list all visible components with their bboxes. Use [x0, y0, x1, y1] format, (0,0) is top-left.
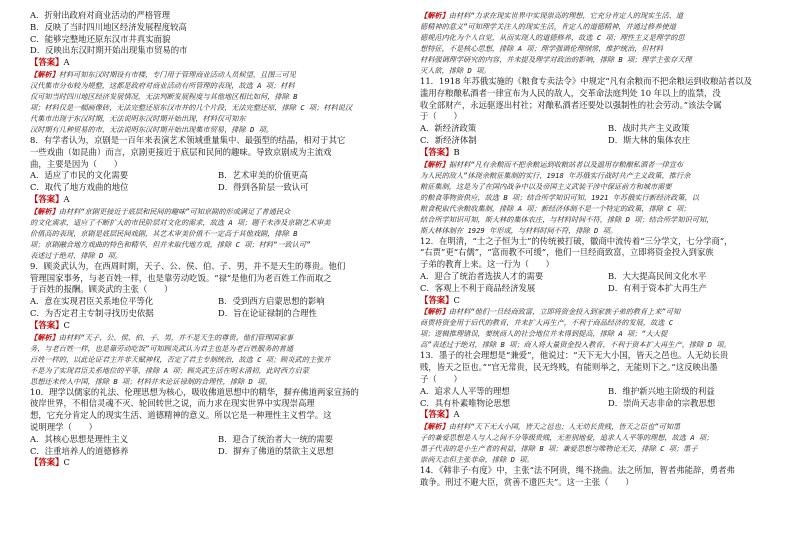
question-line: 管理国家事务，与老百姓一样，也是靠劳动吃饭。“禄”是他们为老百姓工作而取之 — [30, 272, 332, 283]
answer-value: A — [63, 57, 70, 68]
question-line: 11．1918 年苏俄实施的《粮食专卖法令》中规定“凡有余粮而不把余粮运到收粮站者以及 — [420, 76, 753, 86]
explanation-line: 由材料“京剧更接近于底层和民间的趣味”可知京剧的形成满足了普通民众 — [58, 206, 291, 216]
answer-tag: 【答案】 — [30, 57, 64, 68]
option: C．为否定君主专制寻找历史依据 — [30, 307, 154, 318]
option: B．战时共产主义政策 — [608, 123, 690, 134]
explanation-line: 项；京剧融合地方戏曲的特色和精华，但并未取代地方戏，排除 C 项；材料“一致认可” — [30, 239, 311, 249]
question-line: 9．顾炎武认为，在西周时期，天子、公、侯、伯、子、男，并不是天生的尊贵。他们 — [30, 260, 346, 271]
explanation-line: 代集市出现于东汉时期，无法说明东汉时期开始出现，材料仅可知东 — [30, 113, 246, 123]
explanation — [420, 10, 790, 76]
option: C．取代了地方戏曲的地位 — [30, 182, 129, 193]
question-line: 一些戏曲（如昆曲）而言，京剧更接近于底层和民间的趣味。导致京剧成为主流戏 — [30, 146, 332, 157]
explanation — [420, 421, 790, 465]
explanation-line: 材料强调理学研究的内容，并未提及理学对政治的影响，排除 B 项；理学主张存天理 — [420, 55, 692, 64]
q13-options — [420, 386, 790, 410]
question-line: 12．在明清，“士之子恒为士”的传统被打破，徽商中流传着“三分学文，七分学商”， — [420, 235, 733, 246]
question-8 — [30, 135, 400, 170]
option: D．有利于资本扩大再生产 — [608, 282, 707, 293]
explanation-line: 商贾将资金用于后代的教育，并未扩大再生产，不利于商品经济的发展，故选 C — [420, 318, 674, 328]
option: D．反映出东汉时期开始出现集市贸易的市 — [30, 45, 188, 56]
option: A．迎合了统治者选拔人才的需要 — [420, 270, 544, 281]
answer-value: A — [63, 193, 70, 204]
explanation-line: 项；材料仅是一幅画像砖，无法完整还原东汉市井的几个片段，无法完整还原，排除 C 项；材料说汉 — [30, 102, 353, 112]
question-line: 彼岸世界，不相信灵魂不灭、轮回转世之说，而力求在现实世界中实现崇高理 — [30, 398, 315, 409]
answer-value: C — [63, 319, 70, 330]
answer-line — [30, 194, 400, 206]
question-14 — [420, 465, 790, 489]
explanation-line: 由材料“他们一旦经商致富，立即将资金投入到家族子弟的教育上来”可知 — [448, 307, 681, 317]
question-line: 子（ ） — [420, 373, 462, 384]
answer-line — [420, 409, 790, 421]
explanation-tag: 【解析】 — [30, 332, 59, 342]
answer-value: C — [63, 457, 70, 468]
explanation — [420, 159, 790, 236]
explanation — [30, 332, 400, 387]
explanation — [30, 69, 400, 135]
explanation-tag: 【解析】 — [420, 11, 449, 20]
option: A．意在实现君臣关系地位平等化 — [30, 296, 154, 307]
q9-options — [30, 296, 400, 320]
explanation-line: 德精神的意义”可知理学关注人的现实生活，肯定人的道德精神，并通过修养使道 — [420, 22, 676, 31]
option: C．客观上不利于商品经济发展 — [420, 282, 536, 293]
option: D．摒弃了佛道的禁欲主义思想 — [218, 445, 334, 456]
answer-line — [30, 57, 400, 69]
explanation-tag: 【解析】 — [420, 422, 449, 432]
answer-tag: 【答案】 — [420, 146, 454, 157]
question-line: 想，它充分肯定人的现实生活、道德精神的意义。所以它是一种理性主义哲学。这 — [30, 410, 332, 421]
explanation-line: 的粮食等物资供应，故选 B 项；结合所学知识可知，1921 年苏俄实行新经济政策，以 — [420, 192, 699, 202]
answer-line — [30, 457, 400, 469]
answer-line — [420, 295, 790, 307]
option: C．具有朴素唯物论思想 — [420, 397, 511, 408]
question-line: 说明理学（ ） — [30, 421, 97, 432]
answer-tag: 【答案】 — [30, 457, 64, 468]
option: D．旨在论证禄制的合理性 — [218, 307, 317, 318]
explanation-line: 灭人欲，排除 D 项。 — [420, 66, 491, 75]
option: B．大大提高民间文化水平 — [608, 270, 707, 281]
explanation-line: 德规范内化为个人自觉，从而实现人的道德修养，故选 C 项；理性主义是理学的思 — [420, 33, 685, 42]
option: C．注重培养人的道德修养 — [30, 445, 129, 456]
explanation-line: 不是为了实现君臣关系地位的平等，排除 A 项；顾炎武生活在明末清初，此时西方启蒙 — [30, 365, 309, 375]
explanation — [30, 206, 400, 261]
option: A．追求人人平等的理想 — [420, 385, 510, 396]
explanation-line: 结合所学知识可知，斯大林的集体农庄，与材料时间不符，排除 D 项；结合所学知识可知， — [420, 214, 714, 224]
explanation-line: 由材料“天子、公、侯、伯、子、男，并不是天生的尊贵。他们管理国家事 — [58, 332, 294, 342]
explanation-line: 材料可知东汉时期设有市楼，专门用于管理商业活动人员候望，且图三可见 — [58, 69, 296, 79]
answer-tag: 【答案】 — [420, 294, 454, 305]
explanation-line: 为人民的敌人”体现余粮征集制的实行，1918 年苏俄实行战时共产主义政策，推行余 — [420, 170, 691, 180]
explanation-line: 由材料“力求在现实世界中实现崇高的理想，它充分肯定人的现实生活、道 — [448, 11, 684, 20]
option: D．斯大林的集体农庄 — [608, 134, 691, 145]
explanation-line: 粮征集制，这是为了在国内战争中以及帝国主义武装干涉中保证前方和城市需要 — [420, 181, 672, 191]
question-line: 13．墨子的社会理想是“兼爱”，他说过：“天下无大小国，皆天之邑也。人无幼长贵 — [420, 350, 729, 361]
option: A．新经济政策 — [420, 123, 477, 134]
explanation-line: 据材料“凡有余粮而不把余粮运到收粮站者以及滥用存粮酿私酒者一律宣布 — [448, 159, 684, 169]
explanation-line: 汉代集市分布较为规整，这都是政府对商业活动有所管理的表现，故选 A 项；材料 — [30, 80, 295, 90]
explanation-tag: 【解析】 — [30, 206, 59, 216]
question-line: 10．理学以儒家的礼法、伦理思想为核心，吸收佛道思想中的精华，摒弃佛道两家宣扬的 — [30, 386, 359, 397]
explanation-line: 由材料“天下无大小国，皆天之邑也；人无幼长贵贱，皆天之臣也”可知墨 — [448, 422, 681, 432]
answer-line — [420, 147, 790, 159]
explanation-line: 斯大林体制在 1929 年形成，与材料时间不符，排除 D 项。 — [420, 225, 618, 235]
question-10 — [30, 387, 400, 434]
option: D．崇尚天志非命的宗教思想 — [608, 397, 716, 408]
answer-value: A — [453, 409, 460, 420]
explanation-tag: 【解析】 — [420, 307, 449, 317]
option: A．折射出政府对商业活动的严格管理 — [30, 10, 171, 20]
explanation-line: 表述过于绝对，排除 D 项。 — [30, 250, 123, 260]
option: A．适应了市民的文化需要 — [30, 170, 129, 181]
explanation-line: 项；逻辑推理错误，要统商人的社会地位并未得到提高，排除 A 项；“大大提 — [420, 329, 668, 339]
question-line: 滥用存粮酿私酒者一律宣布为人民的敌人，交革命法庭判处 10 年以上的监禁，没 — [420, 87, 721, 98]
q8-options — [30, 170, 400, 194]
question-9 — [30, 261, 400, 296]
answer-value: B — [453, 146, 460, 157]
explanation-line: 思想还未传入中国，排除 B 项；材料并未论证禄制的合理性，排除 D 项。 — [30, 376, 272, 386]
answer-value: C — [453, 294, 460, 305]
explanation-line: 子的兼爱思想是人与人之间不分等级贵贱，无差别地爱，追求人人平等的理想，故选 A 项； — [420, 433, 714, 443]
explanation-line: 墨子代表的是小生产者的利益，排除 B 项；兼爱思想与唯物论无关，排除 C 项；墨子 — [420, 444, 698, 454]
answer-line — [30, 320, 400, 332]
option: B．迎合了统治者大一统的需要 — [218, 433, 334, 444]
answer-tag: 【答案】 — [30, 319, 64, 330]
question-line: 敢争。刑过不避大臣，赏善不遗匹夫”。这一主张（ ） — [420, 476, 634, 487]
right-column — [420, 10, 790, 489]
explanation-line: 汉时期有几种贸易的市，无法说明东汉时期开始出现集市贸易，排除 D 项。 — [30, 124, 273, 134]
explanation-line: 百姓一样的，以此论证君主并非天赋神权，否定了君主专制统治，故选 C 项；顾炎武的主张并 — [30, 354, 331, 364]
answer-tag: 【答案】 — [30, 193, 64, 204]
q12-options — [420, 271, 790, 295]
explanation — [420, 306, 790, 350]
question-11 — [420, 76, 790, 123]
q11-options — [420, 123, 790, 147]
question-line: 于百姓的报酬。顾炎武的主张（ ） — [30, 284, 173, 295]
question-line: 8．有学者认为，京剧是一百年来表演艺术领域重量集中、最强型的结晶，相对于其它 — [30, 134, 346, 145]
left-column — [30, 10, 400, 469]
explanation-line: 仅可知当时四川地区经济发展情况，无法判断发展程度与其他地区相比如何，排除 B — [30, 91, 298, 101]
explanation-line: 的文化需求，适应了不断扩大的市民阶层对文化的需求，故选 A 项；题干未涉及京剧艺术审美 — [30, 217, 331, 227]
explanation-line: 价值高的表现，京剧是底层民间戏剧，其艺术审美价值不一定高于其他戏剧，排除 B — [30, 228, 298, 238]
question-line: 子弟的教育上来。这一行为（ ） — [420, 259, 554, 270]
option: B．反映了当时四川地区经济发展程度较高 — [30, 21, 187, 32]
explanation-line: 务，与老百姓一样，也是靠劳动吃饭”可知顾炎武认为君主也是为老百姓服务的普通 — [30, 343, 294, 353]
question-line: 收全部财产，永远驱逐出村社；对酿私酒者还要处以强制性的社会劳动。”该法令属 — [420, 99, 722, 110]
question-line: “右贾”更“右儒”，“富而教不可缓”，他们一旦经商致富，立即将资金投入到家族 — [420, 247, 714, 258]
question-13 — [420, 350, 790, 385]
option: B．维护新兴地主阶级的利益 — [608, 385, 715, 396]
question-line: 曲，主要是因为（ ） — [30, 158, 123, 169]
explanation-line: 想特征，不是核心思想，排除 A 项；理学强调伦理纲常，维护统治，但材料 — [420, 44, 663, 53]
option: A．其核心思想是理性主义 — [30, 433, 129, 444]
question-line: 贱，皆天之臣也。”“官无常贵，民无终贱，有能则举之，无能则下之。”这反映出墨 — [420, 362, 718, 373]
explanation-line: 高”表述过于绝对，排除 B 项；商人将大量资金投入教育，不利于资本扩大再生产，排除 D 项。 — [420, 340, 731, 350]
question-line: 14．《韩非子·有度》中，主张“法不阿贵，绳不挠曲。法之所加，智者弗能辞，勇者弗 — [420, 465, 735, 476]
explanation-tag: 【解析】 — [420, 159, 449, 169]
explanation-line: 粮食税取代余粮收集制，排除 A 项；新经济体制不是一个特定的政策，排除 C 项； — [420, 203, 691, 213]
answer-tag: 【答案】 — [420, 409, 454, 420]
question-line: 于（ ） — [420, 111, 462, 122]
q10-options — [30, 434, 400, 458]
explanation-tag: 【解析】 — [30, 69, 59, 79]
q7-options — [30, 10, 400, 57]
option: B．艺术审美的价值更高 — [218, 170, 308, 181]
option: C．新经济体制 — [420, 134, 477, 145]
option: B．受到西方启蒙思想的影响 — [218, 296, 325, 307]
option: C．能够完整地还原东汉市井真实面貌 — [30, 33, 171, 44]
explanation-line: 崇尚天志但主张非命，排除 D 项。 — [420, 455, 534, 465]
option: D．得到各阶层一致认可 — [218, 182, 309, 193]
question-12 — [420, 236, 790, 271]
